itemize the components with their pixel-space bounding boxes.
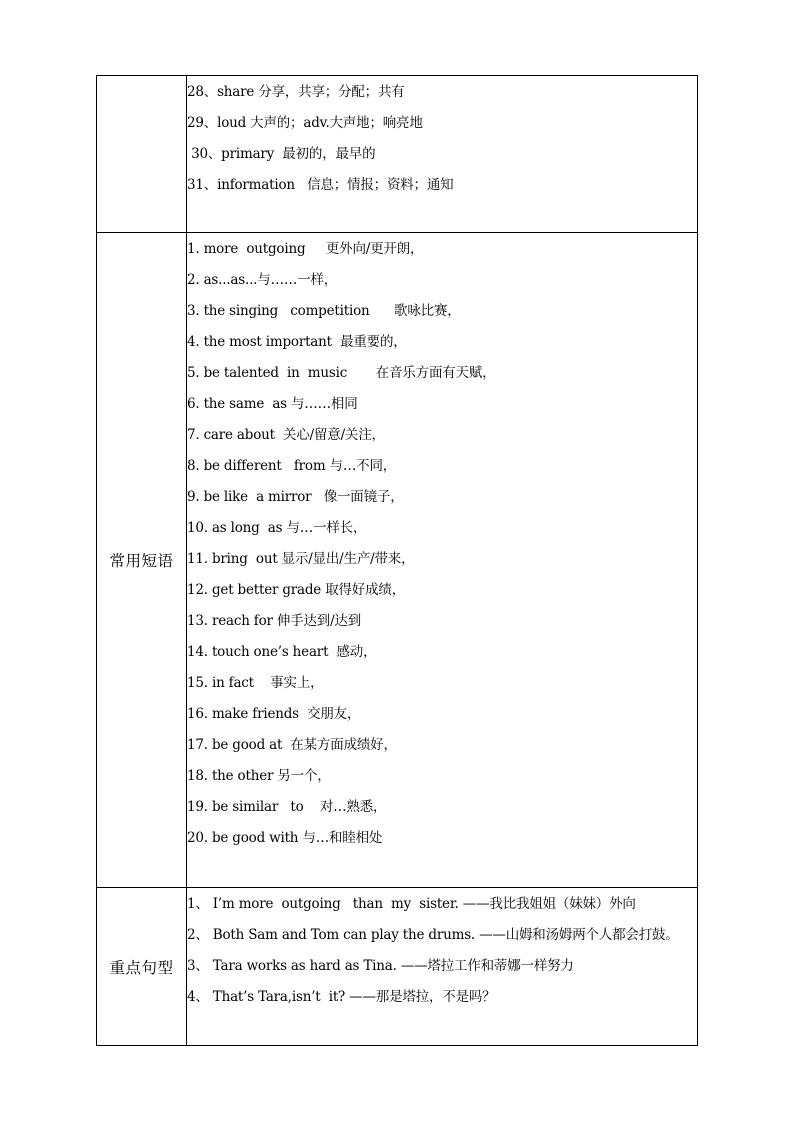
phrase-item: 1. more outgoing 更外向/更开朗， (187, 241, 424, 257)
vocab-label-cell (97, 76, 187, 233)
sentence-item: 2、 Both Sam and Tom can play the drums. ——山姆和汤姆两个人都会打鼓。 (187, 927, 679, 943)
phrase-item: 18. the other 另一个， (187, 768, 331, 784)
sentence-item: 4、 That’s Tara,isn’t it? ——那是塔拉，不是吗？ (187, 989, 496, 1005)
phrase-item: 5. be talented in music 在音乐方面有天赋， (187, 365, 496, 381)
vocab-item: 28、share 分享，共享；分配；共有 (187, 84, 405, 100)
phrase-item: 11. bring out 显示/显出/生产/带来， (187, 551, 415, 567)
phrase-item: 13. reach for 伸手达到/达到 (187, 613, 362, 629)
sentence-item: 3、 Tara works as hard as Tina. ——塔拉工作和蒂娜一样努力 (187, 958, 574, 974)
phrases-label: 常用短语 (97, 233, 187, 888)
vocab-item: 29、loud 大声的；adv.大声地；响亮地 (187, 115, 423, 131)
phrase-item: 10. as long as 与…一样长， (187, 520, 367, 536)
key-sentences-label: 重点句型 (97, 888, 187, 1046)
phrases-list-cell (187, 233, 698, 888)
phrase-item: 17. be good at 在某方面成绩好， (187, 737, 397, 753)
phrase-item: 6. the same as 与……相同 (187, 396, 358, 412)
phrase-item: 7. care about 关心/留意/关注， (187, 427, 385, 443)
phrase-item: 15. in fact 事实上， (187, 675, 324, 691)
sentence-item: 1、 I’m more outgoing than my sister. ——我比我姐姐（妹妹）外向 (187, 896, 636, 912)
key-sentences-cell (187, 888, 698, 1046)
vocab-item: 31、information 信息；情报；资料；通知 (187, 177, 454, 193)
phrase-item: 8. be different from 与…不同， (187, 458, 397, 474)
phrase-item: 16. make friends 交朋友， (187, 706, 361, 722)
phrase-item: 3. the singing competition 歌咏比赛， (187, 303, 461, 319)
phrase-item: 14. touch one’s heart 感动， (187, 644, 377, 660)
phrase-item: 4. the most important 最重要的， (187, 334, 407, 350)
phrases-row (97, 233, 698, 888)
key-sentences-row (97, 888, 698, 1046)
vocab-continued-row (97, 76, 698, 233)
vocab-item: 30、primary 最初的，最早的 (187, 146, 376, 162)
vocabulary-table (96, 75, 698, 1046)
phrase-item: 9. be like a mirror 像一面镜子， (187, 489, 404, 505)
phrase-item: 20. be good with 与…和睦相处 (187, 830, 383, 846)
phrase-item: 19. be similar to 对…熟悉， (187, 799, 387, 815)
phrase-item: 12. get better grade 取得好成绩， (187, 582, 405, 598)
vocab-list-cell (187, 76, 698, 233)
phrase-item: 2. as...as...与……一样， (187, 272, 338, 288)
